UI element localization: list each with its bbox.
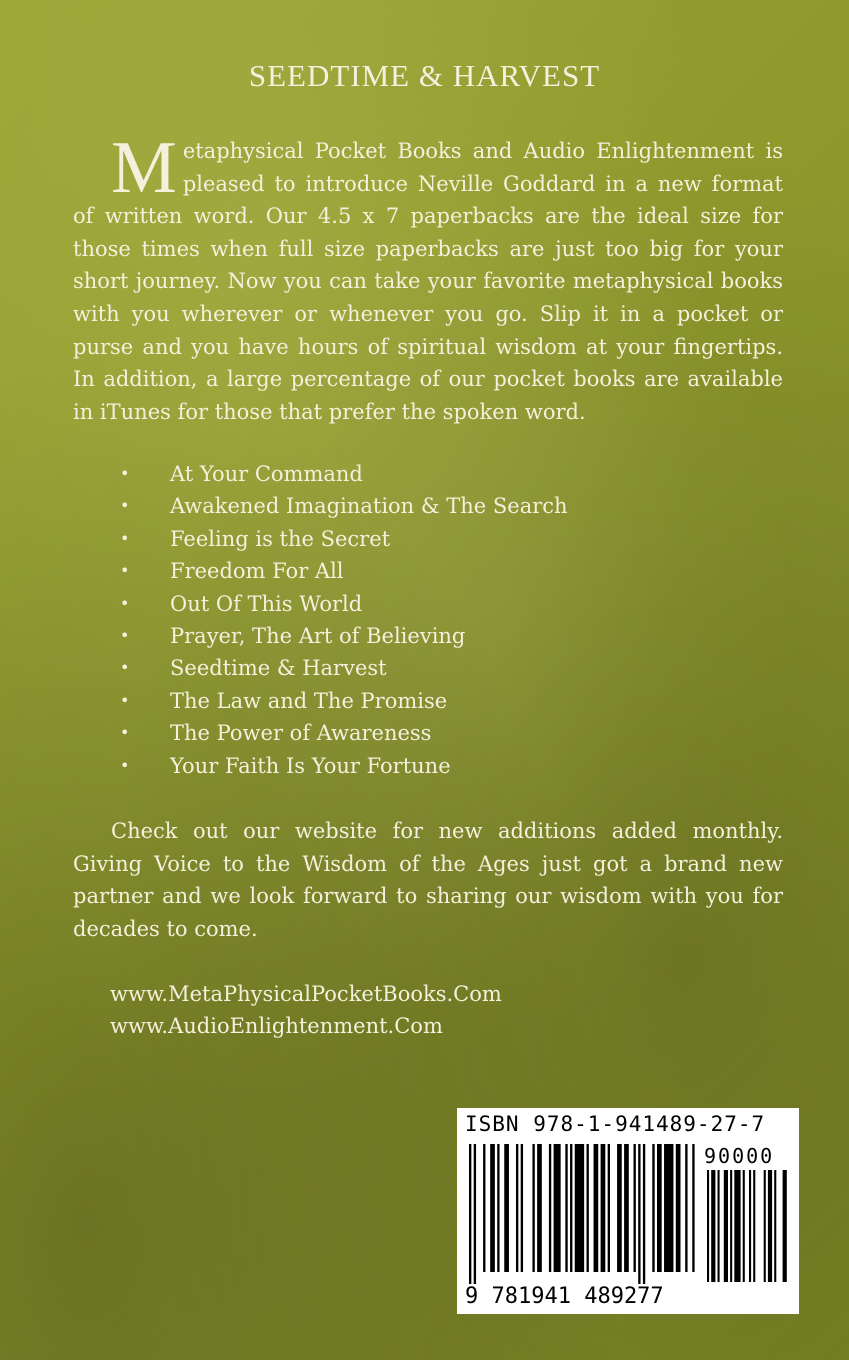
bullet-icon: • <box>120 626 130 646</box>
barcode-bar <box>601 1144 606 1272</box>
barcode-bar <box>594 1144 599 1272</box>
website-links <box>110 978 502 1043</box>
book-title: Prayer, The Art of Believing <box>170 624 466 649</box>
intro-text: etaphysical Pocket Books and Audio Enlightenment is pleased to introduce Neville Goddard in a new format of written word. Our 4.5 x 7 paperbacks are the ideal size for those times when full size paperbacks are just too big for your short journey. Now you can take your favorite metaphysical books with you wherever or whenever you go. Slip it in a pocket or purse and you have hours of spiritual wisdom at your fingertips. In addition, a large percentage of our pocket books are available in iTunes for those that prefer the spoken word. <box>73 139 783 424</box>
book-title: At Your Command <box>170 462 363 486</box>
bullet-icon: • <box>120 561 130 581</box>
barcode-bar <box>724 1170 728 1282</box>
barcode-bar <box>608 1144 610 1272</box>
list-item <box>120 685 568 717</box>
barcode-bars-addon <box>707 1170 787 1284</box>
bullet-icon: • <box>120 593 130 613</box>
barcode-bar <box>504 1144 509 1272</box>
barcode-bar <box>734 1170 740 1282</box>
price-code: 90000 <box>704 1144 775 1168</box>
barcode-bar <box>587 1144 589 1272</box>
cover-title: SEEDTIME & HARVEST <box>248 58 601 93</box>
book-title: The Power of Awareness <box>170 721 432 746</box>
book-list <box>120 458 568 782</box>
list-item <box>120 523 568 555</box>
list-item <box>120 620 568 652</box>
website-link-metaphysical[interactable]: www.MetaPhysicalPocketBooks.Com <box>110 982 502 1006</box>
barcode-bar <box>474 1144 476 1284</box>
barcode-bar <box>521 1144 523 1272</box>
book-title: Feeling is the Secret <box>170 526 391 551</box>
isbn-label: ISBN 978-1-941489-27-7 <box>465 1112 766 1136</box>
barcode-bar <box>676 1144 681 1272</box>
barcode-bar <box>537 1144 542 1272</box>
barcode-bar <box>657 1144 662 1272</box>
book-title: Out Of This World <box>170 591 363 616</box>
barcode-bar <box>638 1144 640 1284</box>
barcode-bar <box>768 1170 772 1282</box>
list-item <box>120 750 568 782</box>
barcode-bar <box>532 1144 534 1272</box>
barcode-bar <box>730 1170 732 1282</box>
barcode-bar <box>774 1170 776 1282</box>
barcode-bar <box>490 1144 495 1272</box>
barcode-bar <box>565 1144 567 1272</box>
barcode-bar <box>554 1144 561 1272</box>
bullet-icon: • <box>120 658 130 678</box>
barcode-bar <box>617 1144 622 1272</box>
barcode-bars-main <box>469 1144 695 1284</box>
book-title: The Law and The Promise <box>170 688 448 713</box>
list-item <box>120 652 568 684</box>
book-title: Seedtime & Harvest <box>170 656 387 681</box>
barcode-bar <box>718 1170 720 1282</box>
book-title: Awakened Imagination & The Search <box>170 494 568 519</box>
barcode-bar <box>664 1144 673 1272</box>
list-item <box>120 458 568 490</box>
barcode-bar <box>652 1144 654 1272</box>
barcode-bar <box>711 1170 715 1282</box>
barcode-bar <box>753 1170 755 1282</box>
barcode-bar <box>692 1144 694 1272</box>
bullet-icon: • <box>120 690 130 710</box>
barcode-bar <box>483 1144 485 1272</box>
list-item <box>120 717 568 749</box>
isbn-barcode <box>457 1108 799 1314</box>
barcode-bar <box>469 1144 471 1284</box>
barcode-bar <box>549 1144 551 1272</box>
book-title: Freedom For All <box>170 559 344 584</box>
bullet-icon: • <box>120 755 130 775</box>
intro-paragraph <box>73 127 783 428</box>
drop-cap: M <box>111 127 177 209</box>
bullet-icon: • <box>120 723 130 743</box>
list-item <box>120 555 568 587</box>
bullet-icon: • <box>120 496 130 516</box>
barcode-bar <box>575 1144 584 1272</box>
list-item <box>120 490 568 522</box>
bullet-icon: • <box>120 528 130 548</box>
list-item <box>120 588 568 620</box>
barcode-bar <box>764 1170 766 1282</box>
bullet-icon: • <box>120 464 130 483</box>
barcode-bar <box>624 1144 629 1272</box>
barcode-bar <box>634 1144 636 1272</box>
book-title: Your Faith Is Your Fortune <box>170 753 451 778</box>
barcode-bar <box>685 1144 687 1272</box>
barcode-bar <box>516 1144 518 1272</box>
barcode-bar <box>707 1170 709 1282</box>
barcode-bar <box>570 1144 572 1272</box>
barcode-bar <box>783 1170 787 1282</box>
ean-digits: 9 781941 489277 <box>465 1284 664 1309</box>
barcode-bar <box>749 1170 751 1282</box>
barcode-bar <box>497 1144 499 1272</box>
outro-paragraph: Check out our website for new additions added monthly. Giving Voice to the Wisdom of the Ages just got a brand new partner and we look forward to sharing our wisdom with you for decades to come. <box>73 819 783 941</box>
website-link-audio[interactable]: www.AudioEnlightenment.Com <box>110 1014 443 1039</box>
barcode-bar <box>643 1144 645 1284</box>
barcode-bar <box>743 1170 745 1282</box>
